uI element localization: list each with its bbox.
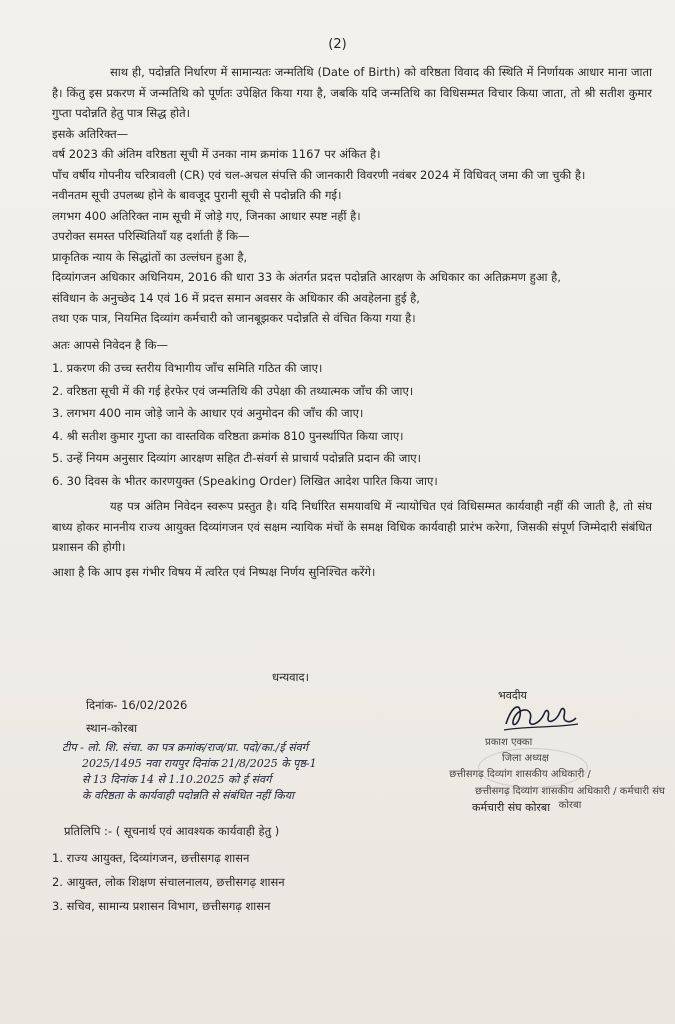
letter-date: दिनांक- 16/02/2026: [86, 698, 188, 712]
request-item: 3. लगभग 400 नाम जोड़े जाने के आधार एवं अनुमोदन की जाँच की जाए।: [52, 406, 364, 420]
paragraph-dob: साथ ही, पदोन्नति निर्धारण में सामान्यतः जन्मतिथि (Date of Birth) को वरिष्ठता विवाद की स्थिति में निर्णायक आधार माना जाता है। किंतु इस प्रकरण में जन्मतिथि को पूर्णतः उपेक्षित किया गया है, जबकि यदि जन्मतिथि का विधिसम्मत विचार किया जाता, तो श्री सतीश कुमार गुप्ता पदोन्नति हेतु पात्र सिद्ध होते।: [52, 65, 652, 120]
request-item: 5. उन्हें नियम अनुसार दिव्यांग आरक्षण सहित टी-संवर्ग से प्राचार्य पदोन्नति प्रदान की जाए।: [52, 451, 422, 465]
copy-heading: प्रतिलिपि :- ( सूचनार्थ एवं आवश्यक कार्यवाही हेतु ): [64, 824, 280, 838]
hope-line: आशा है कि आप इस गंभीर विषय में त्वरित एवं निष्पक्ष निर्णय सुनिश्चित करेंगे।: [52, 564, 376, 579]
union-name: कर्मचारी संघ कोरबा: [472, 801, 551, 814]
request-item: 4. श्री सतीश कुमार गुप्ता का वास्तविक वरिष्ठता क्रमांक 810 पुनर्स्थापित किया जाए।: [52, 428, 404, 443]
copy-item: 3. सचिव, सामान्य प्रशासन विभाग, छत्तीसगढ़ शासन: [52, 899, 271, 913]
signatory-name: प्रकाश एक्का: [485, 737, 533, 748]
request-list: [52, 357, 652, 492]
page-number: (2): [328, 37, 347, 52]
additionally-heading: इसके अतिरिक्त—: [52, 126, 129, 141]
letter-body: [52, 62, 652, 582]
copy-item: 1. राज्य आयुक्त, दिव्यांगजन, छत्तीसगढ़ शासन: [52, 851, 250, 865]
point-item: पाँच वर्षीय गोपनीय चरित्रावली (CR) एवं चल-अचल संपत्ति की जानकारी विवरणी नवंबर 2024 में विधिवत् जमा की जा चुकी है।: [52, 167, 586, 182]
copy-item: 2. आयुक्त, लोक शिक्षण संचालनालय, छत्तीसगढ़ शासन: [52, 875, 285, 889]
request-heading: अतः आपसे निवेदन है कि—: [52, 337, 169, 352]
request-item: 6. 30 दिवस के भीतर कारणयुक्त (Speaking Order) लिखित आदेश पारित किया जाए।: [52, 473, 438, 488]
finding-item: दिव्यांगजन अधिकार अधिनियम, 2016 की धारा 33 के अंतर्गत प्रदत्त पदोन्नति आरक्षण के अधिकार का अतिक्रमण हुआ है,: [52, 270, 561, 284]
letter-place: स्थान-कोरबा: [86, 721, 138, 735]
point-item: वर्ष 2023 की अंतिम वरिष्ठता सूची में उनका नाम क्रमांक 1167 पर अंकित है।: [52, 147, 381, 161]
handwritten-note: [62, 740, 422, 804]
finding-item: तथा एक पात्र, नियमित दिव्यांग कर्मचारी को जानबूझकर पदोन्नति से वंचित किया गया है।: [52, 311, 416, 325]
handwritten-line: टीप - लो. शि. संचा. का पत्र क्रमांक/राज/प्रा. पदो/का./ई संवर्ग: [62, 741, 308, 754]
point-item: नवीनतम सूची उपलब्ध होने के बावजूद पुरानी सूची से पदोन्नति की गई।: [52, 188, 342, 202]
circumstances-heading: उपरोक्त समस्त परिस्थितियाँ यह दर्शाती हैं कि—: [52, 229, 250, 243]
thanks-text: धन्यवाद।: [272, 670, 309, 684]
handwritten-line: 2025/1495 नवा रायपुर दिनांक 21/8/2025 के पृष्ठ-1: [82, 757, 317, 770]
stamp-org-line: छत्तीसगढ़ दिव्यांग शासकीय अधिकारी /: [449, 769, 591, 780]
handwritten-line: से 13 दिनांक 14 से 1.10.2025 को ई संवर्ग: [82, 773, 272, 786]
handwritten-line: के वरिष्ठता के कार्यवाही पदोन्नति से संबंधित नहीं किया: [82, 789, 294, 802]
finding-item: प्राकृतिक न्याय के सिद्धांतों का उल्लंघन हुआ है,: [52, 249, 248, 264]
copy-list: [52, 846, 285, 918]
closing-paragraph: यह पत्र अंतिम निवेदन स्वरूप प्रस्तुत है। यदि निर्धारित समयावधि में न्यायोचित एवं विधिसम्मत कार्यवाही नहीं की जाती है, तो संघ बाध्य होकर माननीय राज्य आयुक्त दिव्यांगजन एवं सक्षम न्यायिक मंचों के समक्ष विधिक कार्यवाही प्रारंभ करेगा, जिसकी संपूर्ण जिम्मेदारी संबंधित प्रशासन की होगी।: [52, 499, 652, 554]
point-item: लगभग 400 अतिरिक्त नाम सूची में जोड़े गए, जिनका आधार स्पष्ट नहीं है।: [52, 208, 361, 223]
request-item: 2. वरिष्ठता सूची में की गई हेरफेर एवं जन्मतिथि की उपेक्षा की तथ्यात्मक जाँच की जाए।: [52, 383, 414, 398]
yours-faithfully: भवदीय: [498, 689, 527, 702]
request-item: 1. प्रकरण की उच्च स्तरीय विभागीय जाँच समिति गठित की जाए।: [52, 361, 323, 375]
finding-item: संविधान के अनुच्छेद 14 एवं 16 में प्रदत्त समान अवसर के अधिकार की अवहेलना हुई है,: [52, 290, 420, 305]
stamp-org-line: छत्तीसगढ़ दिव्यांग शासकीय अधिकारी / कर्मचारी संघ कोरबा: [475, 786, 665, 811]
signatory-designation: जिला अध्यक्ष: [502, 753, 549, 764]
signature-mark: [500, 698, 580, 734]
